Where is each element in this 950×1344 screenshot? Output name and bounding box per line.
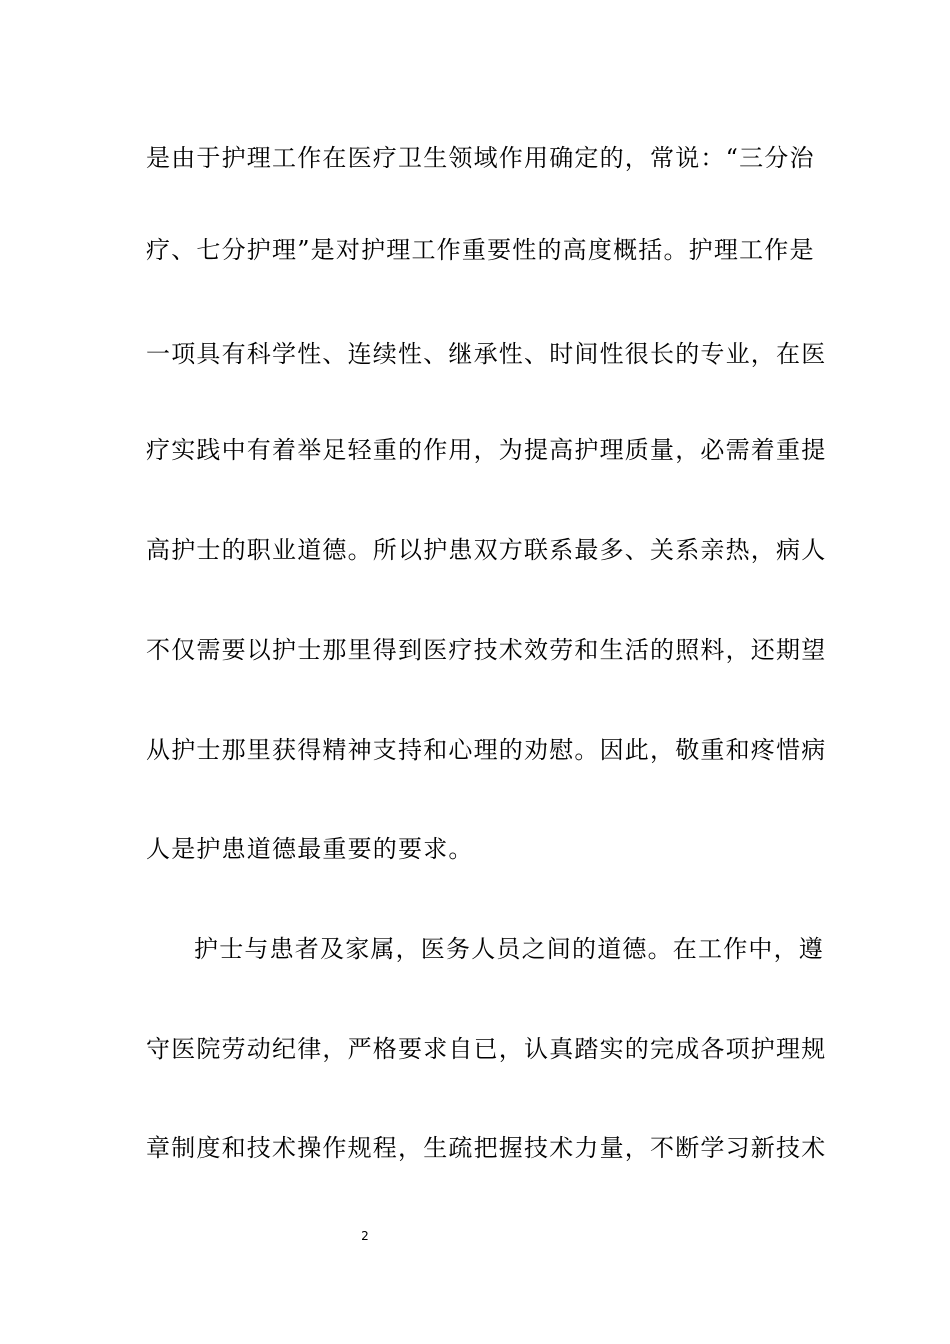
text-line: 高护士的职业道德。所以护患双方联系最多、关系亲热，病人: [146, 536, 827, 564]
text-line: 章制度和技术操作规程，生疏把握技术力量，不断学习新技术: [146, 1134, 827, 1162]
text-line: 疗实践中有着举足轻重的作用，为提高护理质量，必需着重提: [146, 436, 827, 464]
text-line: 守医院劳动纪律，严格要求自已，认真踏实的完成各项护理规: [146, 1035, 827, 1063]
text-line: 从护士那里获得精神支持和心理的劝慰。因此，敬重和疼惜病: [146, 736, 827, 764]
text-line: 是由于护理工作在医疗卫生领域作用确定的，常说：“三分治: [146, 144, 815, 172]
text-line: 不仅需要以护士那里得到医疗技术效劳和生活的照料，还期望: [146, 636, 827, 664]
paragraph-first-line: 护士与患者及家属，医务人员之间的道德。在工作中，遵: [194, 935, 824, 963]
text-line: 疗、七分护理”是对护理工作重要性的高度概括。护理工作是: [146, 236, 815, 264]
page-number: 2: [361, 1229, 369, 1243]
text-line: 人是护患道德最重要的要求。: [146, 835, 474, 863]
text-line: 一项具有科学性、连续性、继承性、时间性很长的专业，在医: [146, 340, 827, 368]
